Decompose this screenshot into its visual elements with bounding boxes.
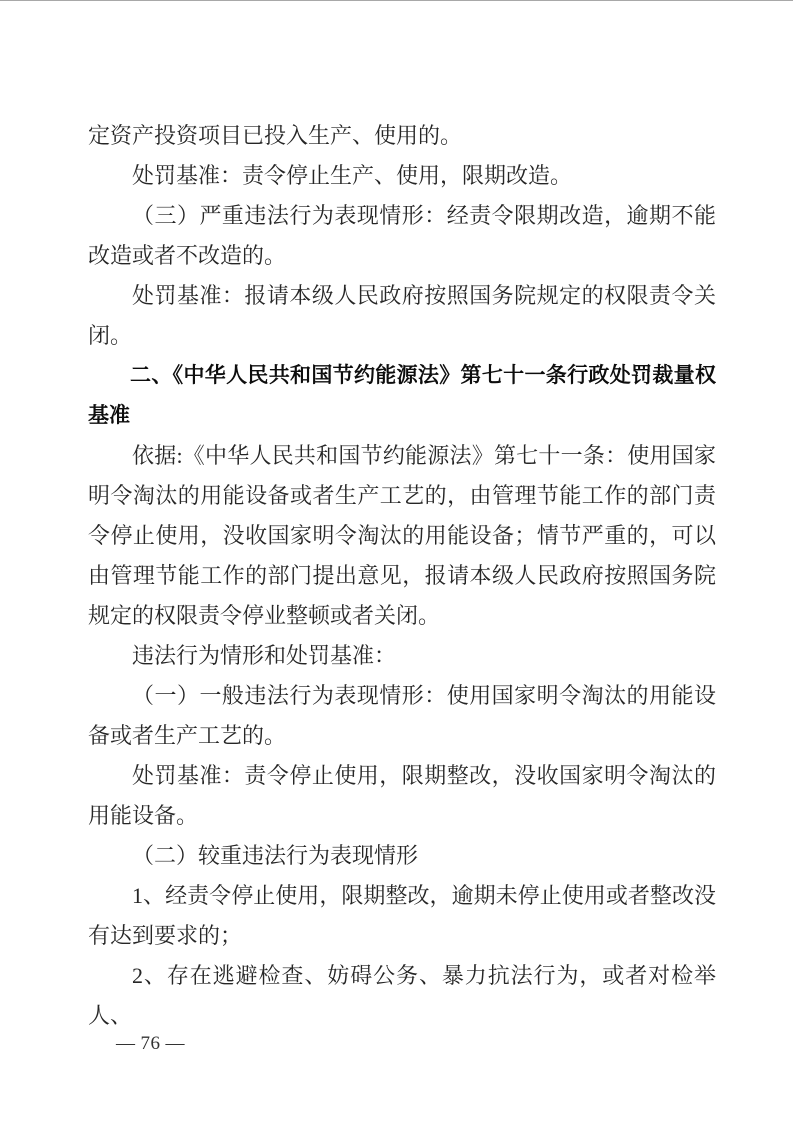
page-top-edge [0,0,793,1]
body-paragraph-penalty-basis: 处罚基准：责令停止生产、使用，限期改造。 [132,163,573,188]
body-paragraph-situations-intro: 违法行为情形和处罚基准： [132,643,397,668]
body-paragraph-item-2: 2、存在逃避检查、妨碍公务、暴力抗法行为，或者对检举人、 [88,963,716,1028]
body-paragraph-penalty-basis: 处罚基准：报请本级人民政府按照国务院规定的权限责令关闭。 [88,283,716,348]
body-paragraph-general-violation: （一）一般违法行为表现情形：使用国家明令淘汰的用能设备或者生产工艺的。 [88,683,716,748]
page-footer [95,1008,185,1080]
section-heading-article-71: 二、《中华人民共和国节约能源法》第七十一条行政处罚裁量权基准 [88,364,716,427]
document-content [88,116,716,1036]
body-paragraph-item-1: 1、经责令停止使用，限期整改，逾期未停止使用或者整改没有达到要求的； [88,883,716,948]
footer-dash-left: — [116,1033,136,1054]
body-paragraph-severe-violation: （三）严重违法行为表现情形：经责令限期改造，逾期不能改造或者不改造的。 [88,203,716,268]
body-paragraph-legal-basis: 依据:《中华人民共和国节约能源法》第七十一条：使用国家明令淘汰的用能设备或者生产工艺的，由管理节能工作的部门责令停止使用，没收国家明令淘汰的用能设备；情节严重的，可以由管理节能工作的部门提出意见，报请本级人民政府按照国务院规定的权限责令停业整顿或者关闭。 [88,443,716,628]
body-paragraph-penalty-basis: 处罚基准：责令停止使用，限期整改，没收国家明令淘汰的用能设备。 [88,763,716,828]
page-number: 76 [140,1033,161,1054]
body-paragraph-continuation: 定资产投资项目已投入生产、使用的。 [88,123,463,148]
footer-dash-right: — [165,1033,185,1054]
body-paragraph-moderate-violation: （二）较重违法行为表现情形 [132,843,419,868]
